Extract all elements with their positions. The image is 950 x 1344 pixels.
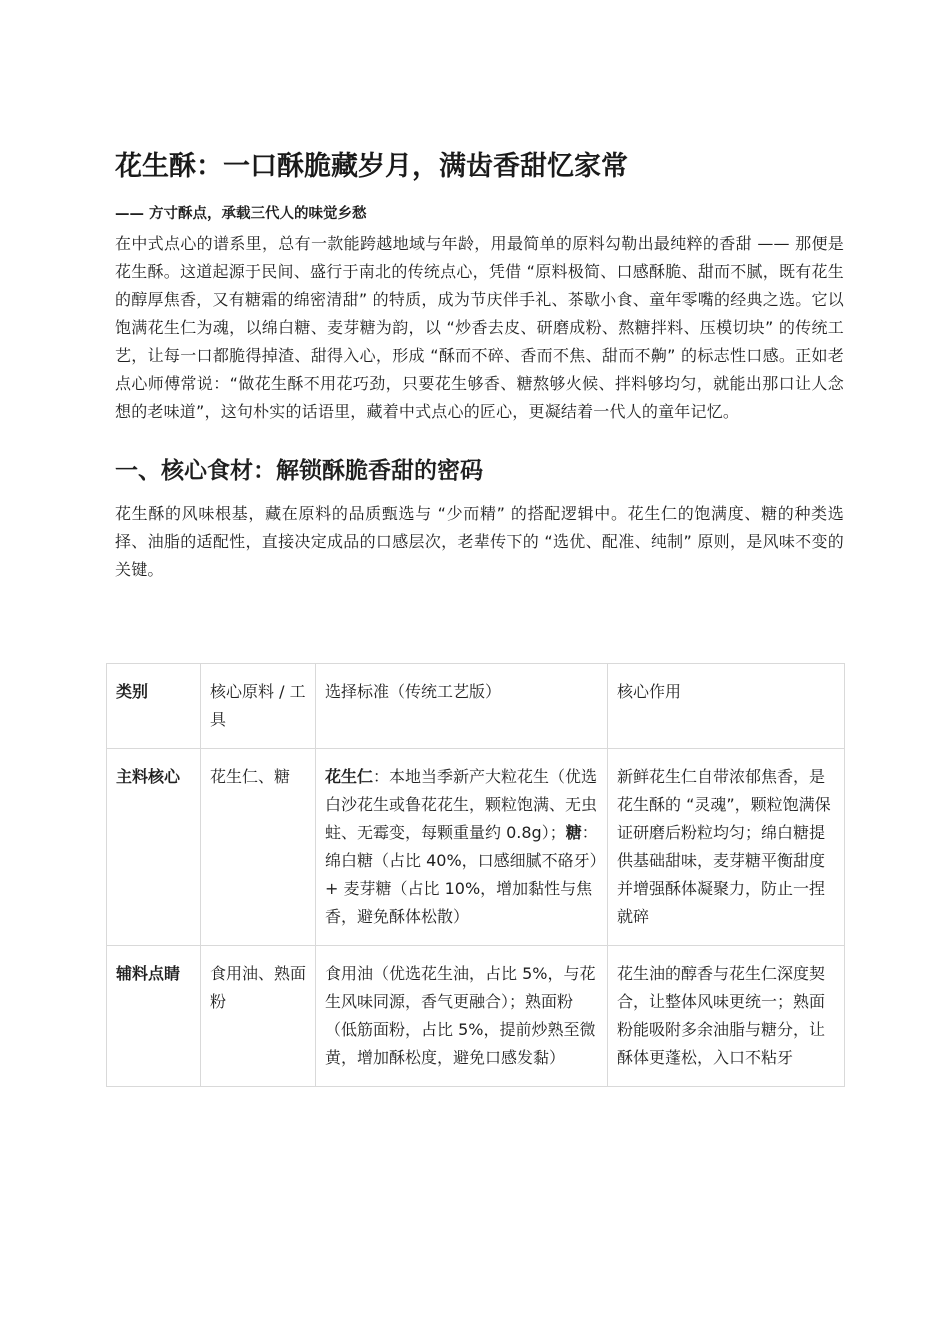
standard-text-peanut: ：本地当季新产大粒花生（优选白沙花生或鲁花花生，颗粒饱满、无虫蛀、无霉变，每颗重量约 0.8g）； — [325, 767, 598, 842]
table-row — [107, 946, 845, 1087]
standard-label-sugar: 糖 — [565, 823, 582, 842]
row-standard: 食用油（优选花生油，占比 5%，与花生风味同源，香气更融合）；熟面粉（低筋面粉，占比 5%，提前炒熟至微黄，增加酥松度，避免口感发黏） — [316, 946, 608, 1087]
header-standard: 选择标准（传统工艺版） — [316, 664, 608, 749]
standard-label-peanut: 花生仁 — [325, 767, 374, 786]
row-role: 新鲜花生仁自带浓郁焦香，是花生酥的 “灵魂”，颗粒饱满保证研磨后粉粒均匀；绵白糖提供基础甜味，麦芽糖平衡甜度并增强酥体凝聚力，防止一捏就碎 — [608, 749, 845, 946]
row-ingredients: 花生仁、糖 — [201, 749, 316, 946]
row-standard — [316, 749, 608, 946]
header-ingredients: 核心原料 / 工具 — [201, 664, 316, 749]
row-role: 花生油的醇香与花生仁深度契合，让整体风味更统一；熟面粉能吸附多余油脂与糖分，让酥体更蓬松，入口不粘牙 — [608, 946, 845, 1087]
header-role: 核心作用 — [608, 664, 845, 749]
intro-paragraph: 在中式点心的谱系里，总有一款能跨越地域与年龄，用最简单的原料勾勒出最纯粹的香甜 —— 那便是花生酥。这道起源于民间、盛行于南北的传统点心，凭借 “原料极简、口感酥脆、甜而不腻，既有花生的醇厚焦香，又有糖霜的绵密清甜” 的特质，成为节庆伴手礼、茶歇小食、童年零嘴的经典之选。它以饱满花生仁为魂，以绵白糖、麦芽糖为韵，以 “炒香去皮、研磨成粉、熬糖拌料、压模切块” 的传统工艺，让每一口都脆得掉渣、甜得入心，形成 “酥而不碎、香而不焦、甜而不齁” 的标志性口感。正如老点心师傅常说：“做花生酥不用花巧劲，只要花生够香、糖熬够火候、拌料够均匀，就能出那口让人念想的老味道”，这句朴实的话语里，藏着中式点心的匠心，更凝结着一代人的童年记忆。 — [115, 234, 844, 421]
header-category: 类别 — [107, 664, 201, 749]
row-ingredients: 食用油、熟面粉 — [201, 946, 316, 1087]
table-row — [107, 749, 845, 946]
standard-text-sugar: ：绵白糖（占比 40%，口感细腻不硌牙）+ 麦芽糖（占比 10%，增加黏性与焦香，避免酥体松散） — [325, 823, 598, 926]
table-header-row — [107, 664, 845, 749]
page-title: 花生酥：一口酥脆藏岁月，满齿香甜忆家常 — [115, 151, 628, 182]
row-category: 辅料点睛 — [107, 946, 201, 1087]
page-subtitle: —— 方寸酥点，承载三代人的味觉乡愁 — [115, 206, 367, 222]
section-paragraph: 花生酥的风味根基，藏在原料的品质甄选与 “少而精” 的搭配逻辑中。花生仁的饱满度、糖的种类选择、油脂的适配性，直接决定成品的口感层次，老辈传下的 “选优、配准、纯制” 原则，是风味不变的关键。 — [115, 504, 844, 579]
ingredients-table — [106, 663, 845, 1087]
section-heading: 一、核心食材：解锁酥脆香甜的密码 — [115, 458, 483, 484]
ingredients-table-wrapper — [106, 663, 844, 1087]
row-category: 主料核心 — [107, 749, 201, 946]
